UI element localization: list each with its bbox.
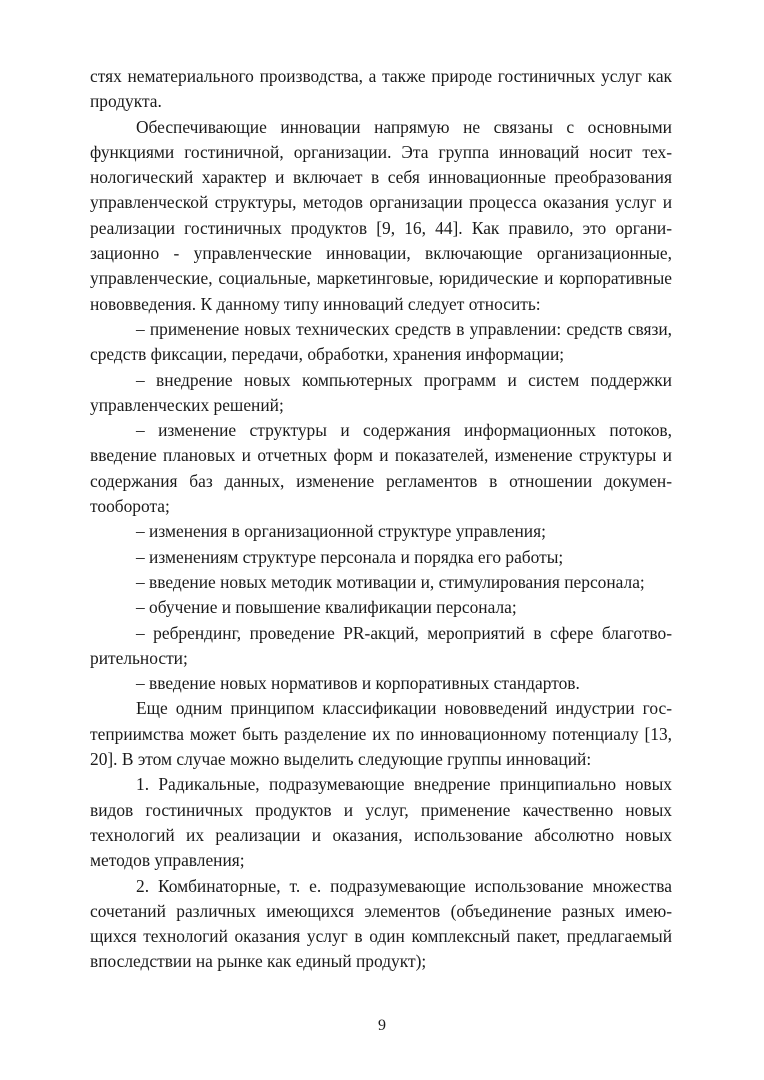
list-item: – введение новых методик мотивации и, стимулирования персонала; (136, 571, 645, 592)
list-item: – ребрендинг, проведение PR-акций, мероприятий в сфере благотворительности; (90, 622, 672, 668)
numbered-item: 2. Комбинаторные, т. е. подразумевающие использование множества сочетаний различных имеющихся элементов (объединение разных имеющихся технологий оказания услуг в один комплексный пакет, предлагаемый впоследствии на рынке как единый продукт); (90, 875, 672, 972)
list-item: – изменение структуры и содержания информационных потоков, введение плановых и отчетных форм и показателей, изменение структуры и содержания баз данных, изменение регламентов в отношении документооборота; (90, 420, 672, 517)
list-item: – внедрение новых компьютерных программ и систем поддержки управленческих решений; (90, 369, 672, 415)
page-body-text (90, 64, 672, 975)
numbered-item: 1. Радикальные, подразумевающие внедрение принципиально новых видов гостиничных продуктов и услуг, применение качественно новых технологий их реализации и оказания, использование абсолютно новых методов управления; (90, 774, 672, 871)
page-number: 9 (378, 1017, 386, 1034)
list-item: – применение новых технических средств в управлении: средств связи, средств фиксации, передачи, обработки, хранения информации; (90, 318, 672, 365)
list-item: – введение новых нормативов и корпоративных стандартов. (136, 673, 580, 694)
paragraph: Обеспечивающие инновации напрямую не связаны с основными функциями гостиничной, организации. Эта группа инноваций носит технологический характер и включает в себя инновационные преобразования управленческой структуры, методов организации процесса оказания услуг и реализации гостиничных продуктов [9, 16, 44]. Как правило, это организационно - управленческие инновации, включающие организационные, управленческие, социальные, маркетинговые, юридические и корпоративные нововведения. К данному типу инноваций следует относить: (90, 116, 672, 314)
paragraph: стях нематериального производства, а также природе гостиничных услуг как продукта. (90, 66, 672, 112)
list-item: – обучение и повышение квалификации персонала; (136, 597, 517, 618)
paragraph: Еще одним принципом классификации нововведений индустрии гостеприимства может быть разделение их по инновационному потенциалу [13, 20]. В этом случае можно выделить следующие группы инноваций: (90, 698, 672, 770)
list-item: – изменениям структуре персонала и порядка его работы; (136, 546, 564, 567)
list-item: – изменения в организационной структуре управления; (136, 521, 546, 542)
